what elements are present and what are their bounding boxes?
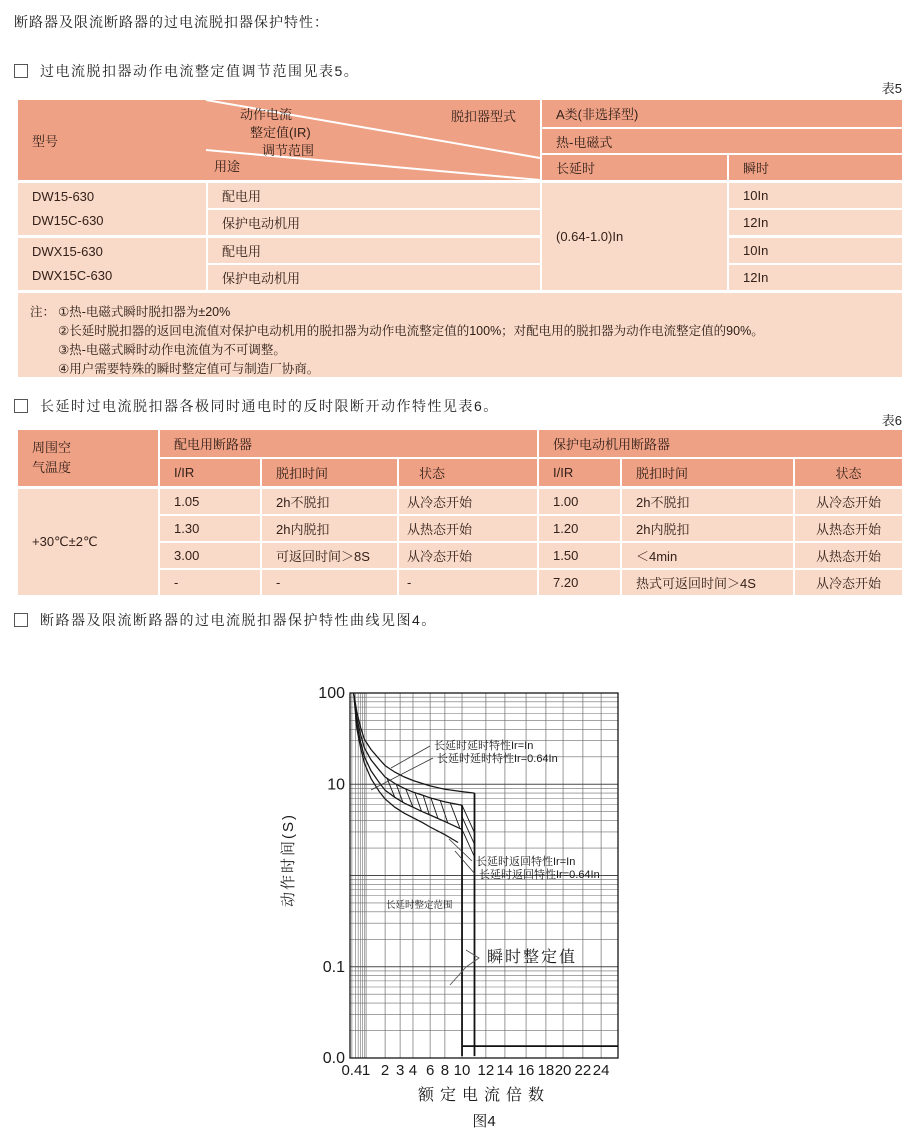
- svg-text:额定电流倍数: 额定电流倍数: [417, 1087, 551, 1104]
- section-1-label: 过电流脱扣器动作电流整定值调节范围见表5。: [40, 63, 360, 79]
- model-name: DW15-630: [32, 189, 95, 204]
- t5-header-model: 型号: [18, 100, 206, 180]
- t6-cell: 1.50: [539, 543, 620, 568]
- svg-text:长延时整定范围: 长延时整定范围: [386, 900, 453, 911]
- t5-use-r2: 保护电动机用: [208, 210, 540, 235]
- svg-text:瞬时整定值: 瞬时整定值: [487, 949, 578, 966]
- checkbox-icon: [14, 399, 28, 413]
- t5-header-diagonal-cell: [206, 100, 540, 180]
- t6-cell: 从热态开始: [795, 516, 902, 541]
- t6-cell: 2h不脱扣: [262, 489, 397, 514]
- t6-header-motor-group: 保护电动机用断路器: [539, 430, 902, 457]
- svg-text:6: 6: [425, 1062, 435, 1079]
- t6-header-iir-1: I/IR: [160, 459, 260, 486]
- t5-use-r3: 配电用: [208, 238, 540, 263]
- t5-header-trip-type: 脱扣器型式: [450, 109, 516, 124]
- t6-cell: -: [262, 570, 397, 595]
- svg-text:24: 24: [592, 1062, 610, 1079]
- note-line: ②长延时脱扣器的返回电流值对保护电动机用的脱扣器为动作电流整定值的100%；对配电用的脱扣器为动作电流整定值的90%。: [58, 324, 764, 338]
- t5-header-thermal: 热-电磁式: [542, 129, 902, 153]
- t6-cell: ＜4min: [622, 543, 793, 568]
- t5-instant-r1: 10In: [729, 183, 902, 208]
- t5-instant-r4: 12In: [729, 265, 902, 290]
- t6-cell: 2h内脱扣: [262, 516, 397, 541]
- svg-text:1: 1: [361, 1062, 371, 1079]
- section-2-heading: [14, 396, 499, 416]
- svg-text:0.4: 0.4: [341, 1062, 363, 1079]
- svg-text:长延时返回特性Ir=In: 长延时返回特性Ir=In: [476, 856, 576, 868]
- svg-text:长延时返回特性Ir=0.64In: 长延时返回特性Ir=0.64In: [479, 869, 600, 881]
- note-line: ④用户需要特殊的瞬时整定值可与制造厂协商。: [58, 362, 320, 376]
- section-3-label: 断路器及限流断路器的过电流脱扣器保护特性曲线见图4。: [40, 612, 437, 628]
- table5-tag: 表5: [881, 81, 902, 96]
- t5-header-long-delay: 长延时: [542, 155, 727, 180]
- note-line: ③热-电磁式瞬时动作电流值为不可调整。: [58, 343, 286, 357]
- t6-cell: 从热态开始: [399, 516, 537, 541]
- svg-text:18: 18: [537, 1062, 555, 1079]
- table6-tag: 表6: [881, 413, 902, 428]
- svg-text:16: 16: [517, 1062, 535, 1079]
- t5-long-delay-value: (0.64-1.0)In: [542, 183, 727, 290]
- svg-text:动作时间(S): 动作时间(S): [280, 813, 297, 907]
- t6-header-ambient: [18, 430, 158, 486]
- t6-header-state-1: 状态: [399, 459, 537, 486]
- protection-curve-chart: [0, 655, 920, 1142]
- t5-header-class-a: A类(非选择型): [542, 100, 902, 127]
- t5-header-current-line1: 动作电流: [240, 107, 293, 122]
- t6-cell: 从冷态开始: [399, 489, 537, 514]
- t6-header-triptime-1: 脱扣时间: [262, 459, 397, 486]
- model-name: DW15C-630: [32, 213, 104, 228]
- t5-header-current-line2: 整定值(IR): [250, 125, 311, 140]
- t6-cell: 3.00: [160, 543, 260, 568]
- t6-cell: 从冷态开始: [795, 489, 902, 514]
- t6-cell: 1.00: [539, 489, 620, 514]
- t5-model-group1: [18, 183, 206, 235]
- t6-cell: 从冷态开始: [795, 570, 902, 595]
- section-1-heading: [14, 61, 359, 81]
- t6-ambient-value: +30℃±2℃: [18, 489, 158, 595]
- t6-cell: 1.05: [160, 489, 260, 514]
- t6-cell: -: [160, 570, 260, 595]
- svg-text:0.1: 0.1: [322, 958, 345, 976]
- t6-cell: 1.20: [539, 516, 620, 541]
- t6-cell: 从冷态开始: [399, 543, 537, 568]
- svg-text:3: 3: [395, 1062, 405, 1079]
- t6-cell: -: [399, 570, 537, 595]
- t5-use-r1: 配电用: [208, 183, 540, 208]
- svg-text:0.0: 0.0: [322, 1050, 345, 1067]
- svg-text:长延时延时特性Ir=In: 长延时延时特性Ir=In: [434, 740, 534, 752]
- svg-text:图4: 图4: [472, 1113, 496, 1130]
- svg-text:20: 20: [554, 1062, 572, 1079]
- page-title: 断路器及限流断路器的过电流脱扣器保护特性：: [14, 14, 329, 30]
- model-name: DWX15C-630: [32, 268, 113, 283]
- t6-cell: 2h内脱扣: [622, 516, 793, 541]
- svg-text:12: 12: [477, 1062, 495, 1079]
- svg-text:长延时延时特性Ir=0.64In: 长延时延时特性Ir=0.64In: [437, 753, 558, 765]
- t6-cell: 从热态开始: [795, 543, 902, 568]
- checkbox-icon: [14, 613, 28, 627]
- section-3-heading: [14, 610, 437, 630]
- model-name: DWX15-630: [32, 244, 103, 259]
- t6-cell: 2h不脱扣: [622, 489, 793, 514]
- svg-text:8: 8: [440, 1062, 450, 1079]
- t6-header-iir-2: I/IR: [539, 459, 620, 486]
- t5-header-usage: 用途: [214, 159, 241, 174]
- t6-cell: 可返回时间＞8S: [262, 543, 397, 568]
- t6-header-dist-group: 配电用断路器: [160, 430, 537, 457]
- t5-instant-r3: 10In: [729, 238, 902, 263]
- checkbox-icon: [14, 64, 28, 78]
- t5-header-current-line3: 调节范围: [262, 143, 315, 158]
- svg-text:10: 10: [453, 1062, 471, 1079]
- t6-cell: 1.30: [160, 516, 260, 541]
- svg-text:10: 10: [327, 776, 345, 794]
- t5-use-r4: 保护电动机用: [208, 265, 540, 290]
- section-2-label: 长延时过电流脱扣器各极同时通电时的反时限断开动作特性见表6。: [40, 398, 499, 414]
- notes-label: 注：: [30, 305, 56, 319]
- svg-text:100: 100: [318, 685, 345, 702]
- t6-header-triptime-2: 脱扣时间: [622, 459, 793, 486]
- svg-text:4: 4: [408, 1062, 418, 1079]
- note-line: ①热-电磁式瞬时脱扣器为±20%: [58, 305, 231, 319]
- ambient-line: 周围空: [32, 440, 72, 455]
- t6-cell: 热式可返回时间＞4S: [622, 570, 793, 595]
- t6-header-state-2: 状态: [795, 459, 902, 486]
- t5-model-group2: [18, 238, 206, 290]
- ambient-line: 气温度: [32, 460, 72, 475]
- t5-instant-r2: 12In: [729, 210, 902, 235]
- table5-notes: [18, 293, 902, 377]
- svg-text:22: 22: [574, 1062, 592, 1079]
- svg-text:14: 14: [496, 1062, 514, 1079]
- t6-cell: 7.20: [539, 570, 620, 595]
- t5-header-instant: 瞬时: [729, 155, 902, 180]
- svg-text:2: 2: [380, 1062, 390, 1079]
